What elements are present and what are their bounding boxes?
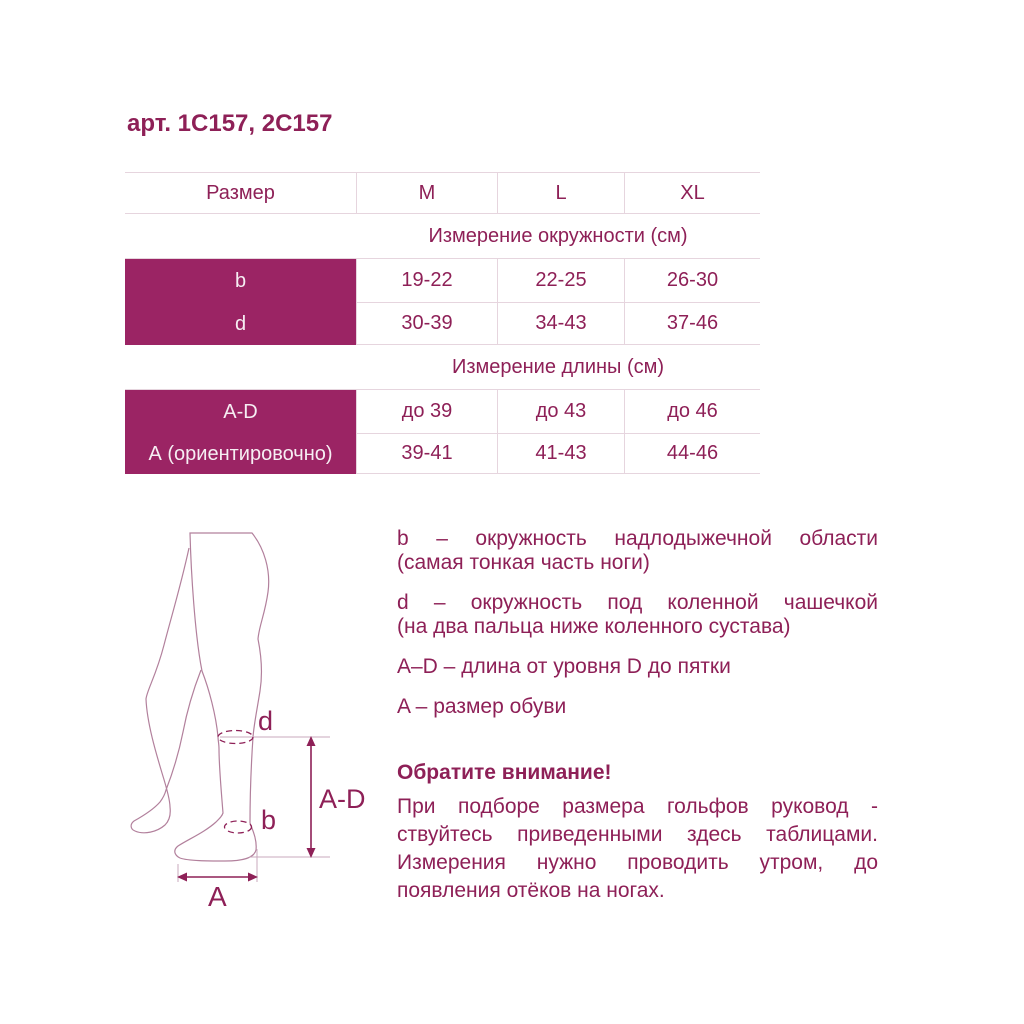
value-cell-a-l: 41-43	[497, 434, 624, 474]
note-line: ствуйтесь приведенными здесь таблицами.	[397, 823, 878, 846]
value-cell-ad-l: до 43	[497, 390, 624, 434]
back-leg-outline	[131, 548, 201, 833]
note-line: Измерения нужно проводить утром, до	[397, 851, 878, 874]
row-label-b: b	[125, 259, 356, 303]
legend-item-ad	[397, 655, 878, 679]
row-label-d: d	[125, 303, 356, 345]
header-cell-l: L	[497, 173, 624, 214]
header-cell-xl: XL	[624, 173, 760, 214]
measurement-legend	[397, 527, 878, 735]
section-header-length: Измерение длины (см)	[356, 345, 760, 390]
diagram-label-d: d	[258, 706, 274, 736]
article-title: арт. 1С157, 2С157	[127, 110, 333, 137]
legend-line: b – окружность надлодыжечной области	[397, 527, 878, 550]
diagram-label-a: A	[208, 881, 227, 912]
section-header-circumference: Измерение окружности (см)	[356, 214, 760, 259]
value-cell-ad-xl: до 46	[624, 390, 760, 434]
legend-line: d – окружность под коленной чашечкой	[397, 591, 878, 614]
row-label-ad: A-D	[125, 390, 356, 434]
value-cell-d-m: 30-39	[356, 303, 497, 345]
header-cell-m: M	[356, 173, 497, 214]
legend-line: (на два пальца ниже коленного сустава)	[397, 615, 791, 638]
diagram-label-ad: A-D	[319, 784, 366, 814]
value-cell-a-m: 39-41	[356, 434, 497, 474]
table-spacer	[125, 214, 356, 259]
legend-item-a	[397, 695, 878, 719]
diagram-label-b: b	[261, 805, 277, 835]
value-cell-b-l: 22-25	[497, 259, 624, 303]
note-line: При подборе размера гольфов руковод -	[397, 795, 878, 818]
legend-item-b	[397, 527, 878, 575]
legend-line: (самая тонкая часть ноги)	[397, 551, 650, 574]
attention-note	[397, 760, 878, 905]
note-line: появления отёков на ногах.	[397, 879, 665, 902]
legend-line: A – размер обуви	[397, 695, 567, 718]
legend-line: A–D – длина от уровня D до пятки	[397, 655, 731, 678]
front-leg-outline	[175, 533, 269, 861]
size-table	[125, 172, 760, 474]
note-heading: Обратите внимание!	[397, 761, 612, 784]
b-circumference-ellipse	[225, 821, 252, 833]
header-cell-size: Размер	[125, 173, 356, 214]
table-spacer	[125, 345, 356, 390]
value-cell-b-m: 19-22	[356, 259, 497, 303]
value-cell-a-xl: 44-46	[624, 434, 760, 474]
legend-item-d	[397, 591, 878, 639]
value-cell-ad-m: до 39	[356, 390, 497, 434]
legs-measurement-diagram	[125, 520, 390, 930]
value-cell-d-xl: 37-46	[624, 303, 760, 345]
value-cell-b-xl: 26-30	[624, 259, 760, 303]
value-cell-d-l: 34-43	[497, 303, 624, 345]
row-label-a-approx: А (ориентировочно)	[125, 434, 356, 474]
